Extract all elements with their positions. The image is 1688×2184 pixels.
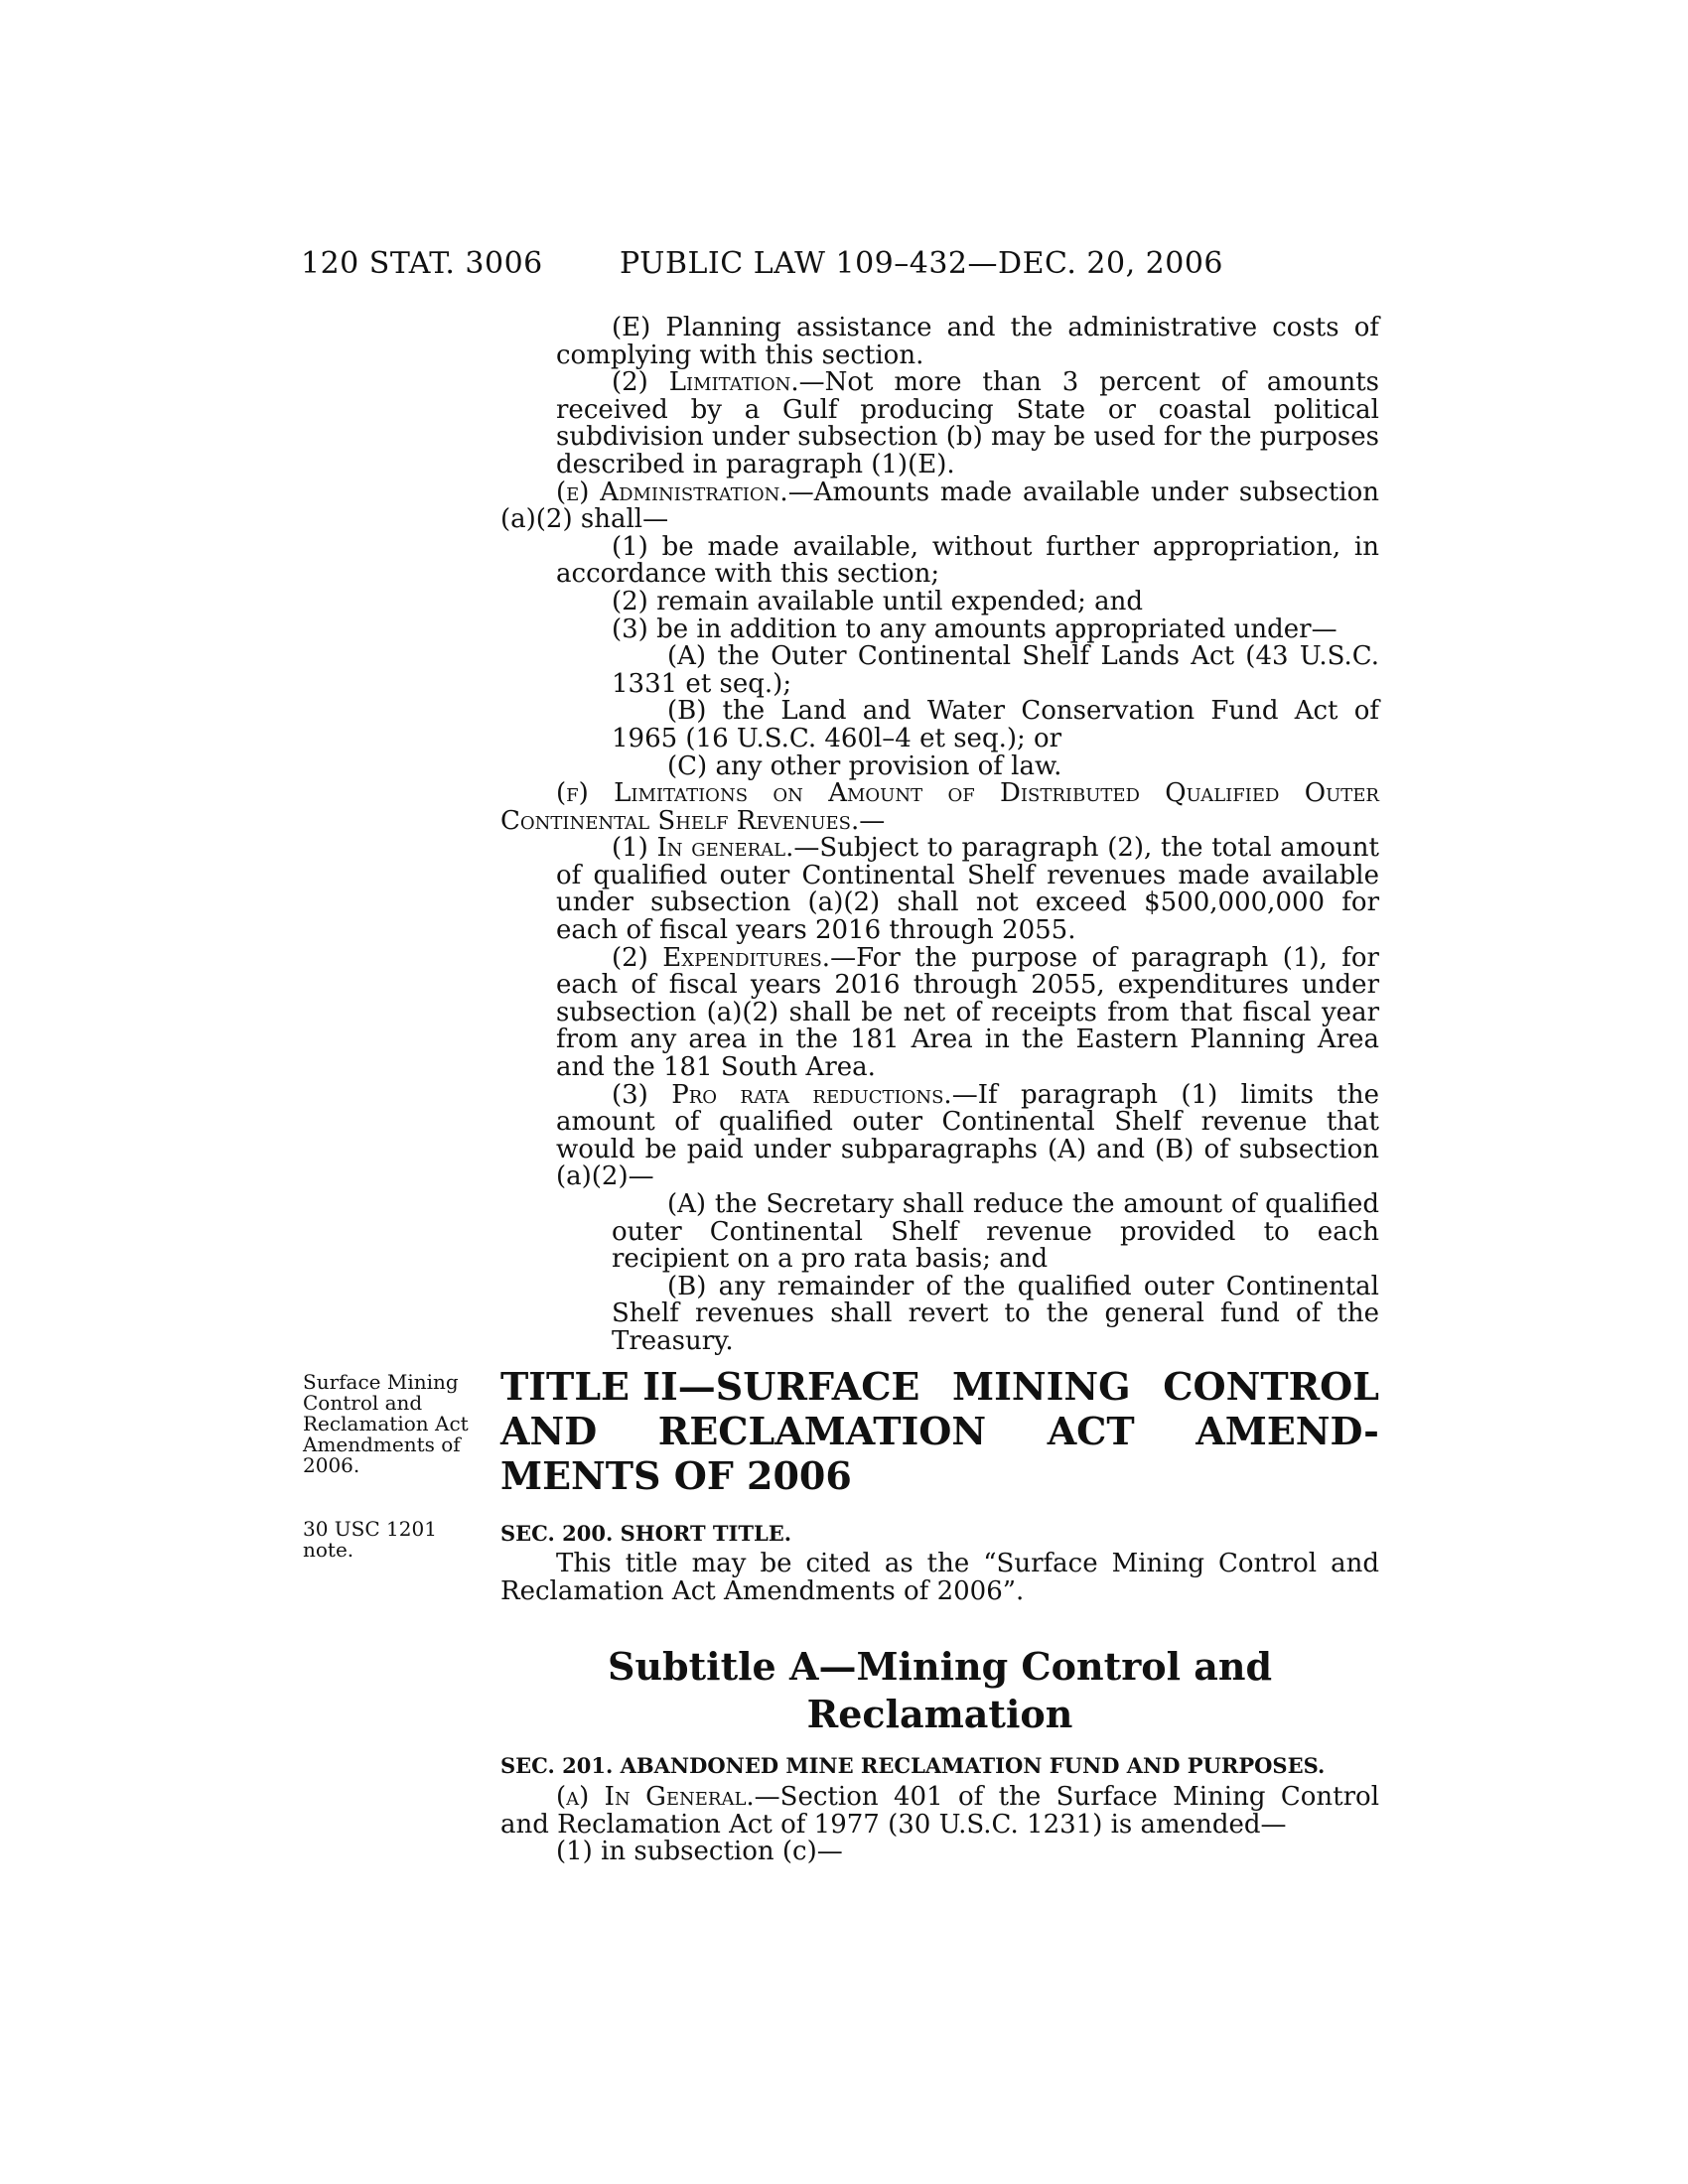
- para-f1: [500, 835, 1379, 944]
- title-line-2d: AMEND-: [1196, 1409, 1379, 1453]
- sec201-a-text: —Section 401 of the Surface Mining Control and Reclamation Act of 1977 (30 U.S.C. 1231) is amended—: [500, 1782, 1380, 1840]
- title-ii-heading: [500, 1364, 1379, 1498]
- page-stat-number: 120 STAT. 3006: [301, 246, 543, 281]
- title-line-1: [500, 1364, 1379, 1409]
- title-line-3a: MENTS OF 2006: [500, 1453, 852, 1498]
- f2-text: —For the purpose of paragraph (1), for each of fiscal years 2016 through 2055, expenditures under subsection (a)(2) shall be net of receipts from that fiscal year from any area in the 181 Area in the Eastern Planning Area and the 181 South Area.: [556, 942, 1379, 1083]
- para-adm-1: (1) be made available, without further appropriation, in accordance with this section;: [556, 531, 1379, 590]
- f-heading: (f) Limitations on Amount of Distributed Qualified Outer Continental Shelf Revenues.: [500, 778, 1379, 836]
- para-adm-3a: (A) the Outer Continental Shelf Lands Act (43 U.S.C. 1331 et seq.);: [612, 641, 1379, 699]
- title-line-2b: RECLAMATION: [657, 1409, 987, 1453]
- para-f2: [500, 942, 1379, 1083]
- subtitle-a-line-2: Reclamation: [806, 1692, 1073, 1736]
- f1-heading: (1) In general.: [612, 833, 794, 864]
- para-adm-3: (3) be in addition to any amounts appropriated under—: [612, 614, 1337, 644]
- margin-note-title-ii: Surface Mining Control and Reclamation Act Amendments of 2006.: [303, 1370, 469, 1477]
- para-f-heading: [500, 780, 1379, 835]
- f3-text: —If paragraph (1) limits the amount of qualified outer Continental Shelf revenue that would be paid under subparagraphs (A) and (B) of subsection (a)(2)—: [556, 1079, 1379, 1192]
- para-administration: [500, 479, 1379, 534]
- title-line-1a: TITLE II—SURFACE: [500, 1364, 920, 1409]
- sec201-heading: SEC. 201. ABANDONED MINE RECLAMATION FUND AND PURPOSES.: [500, 1753, 1326, 1778]
- title-line-1b: MINING: [952, 1364, 1131, 1409]
- para-adm-2: (2) remain available until expended; and: [612, 586, 1144, 616]
- limitation-heading: (2) Limitation.: [612, 367, 799, 398]
- subtitle-a-line-1: Subtitle A—Mining Control and: [607, 1644, 1273, 1689]
- f3-heading: (3) Pro rata reductions.: [612, 1079, 952, 1110]
- f2-heading: (2) Expenditures.: [612, 942, 831, 973]
- para-f3a: (A) the Secretary shall reduce the amount of qualified outer Continental Shelf revenue provided to each recipient on a pro rata basis; and: [612, 1189, 1379, 1275]
- title-line-2c: ACT: [1047, 1409, 1135, 1453]
- para-f3b: (B) any remainder of the qualified outer Continental Shelf revenues shall revert to the general fund of the Treasury.: [612, 1271, 1379, 1356]
- title-line-2a: AND: [500, 1409, 598, 1453]
- page-running-head: PUBLIC LAW 109–432—DEC. 20, 2006: [620, 246, 1224, 281]
- title-line-2: [500, 1409, 1379, 1453]
- f-dash: —: [859, 805, 886, 836]
- administration-heading: (e) Administration.: [556, 477, 788, 507]
- para-adm-3b: (B) the Land and Water Conservation Fund Act of 1965 (16 U.S.C. 460l–4 et seq.); or: [612, 696, 1379, 753]
- sec201-body: [500, 1784, 1379, 1866]
- body-top-column: [500, 315, 1379, 1356]
- sec201-para-a: [500, 1784, 1379, 1839]
- sec200-text: This title may be cited as the “Surface Mining Control and Reclamation Act Amendments of 2006”.: [500, 1549, 1379, 1606]
- administration-text: —Amounts made available under subsection (a)(2) shall—: [500, 477, 1380, 535]
- subtitle-a-heading: [500, 1643, 1379, 1738]
- para-limitation: [500, 369, 1379, 478]
- limitation-text: —Not more than 3 percent of amounts received by a Gulf producing State or coastal political subdivision under subsection (b) may be used for the purposes described in paragraph (1)(E).: [556, 367, 1380, 479]
- para-f3: [500, 1079, 1379, 1192]
- f1-text: —Subject to paragraph (2), the total amount of qualified outer Continental Shelf revenues made available under subsection (a)(2) shall not exceed $500,000,000 for each of fiscal years 2016 through 2055.: [556, 833, 1379, 946]
- para-e-planning: (E) Planning assistance and the administrative costs of complying with this section.: [556, 313, 1379, 370]
- para-adm-3c: (C) any other provision of law.: [667, 751, 1062, 781]
- sec200-heading: SEC. 200. SHORT TITLE.: [500, 1521, 792, 1546]
- margin-note-sec200: 30 USC 1201 note.: [303, 1517, 437, 1562]
- sec200-body: [500, 1551, 1379, 1605]
- sec201-para-a1: (1) in subsection (c)—: [556, 1837, 843, 1867]
- title-line-1c: CONTROL: [1163, 1364, 1379, 1409]
- title-line-3: [500, 1453, 1379, 1498]
- sec201-a-heading: (a) In General.: [556, 1782, 755, 1812]
